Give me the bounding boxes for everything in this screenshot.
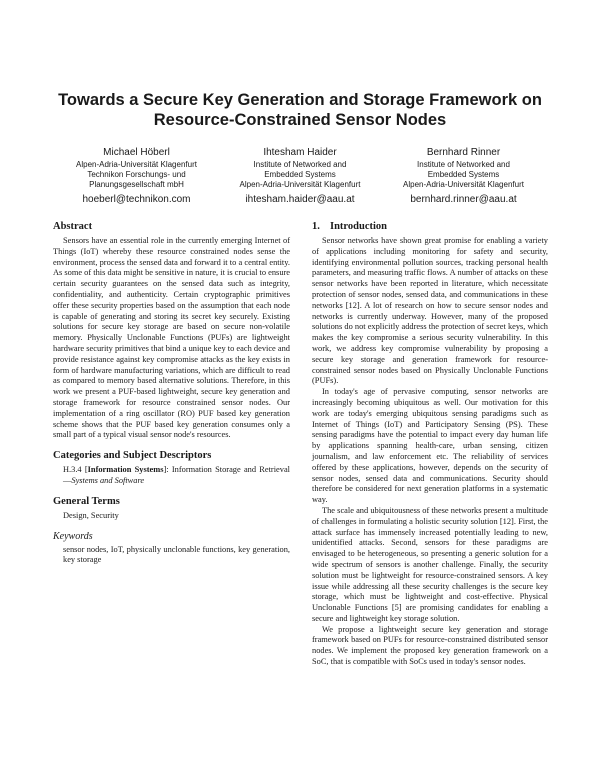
author-block <box>55 147 545 206</box>
author-email[interactable]: hoeberl@technikon.com <box>82 194 191 205</box>
section-title: Introduction <box>330 221 387 232</box>
keywords-heading: Keywords <box>53 530 93 542</box>
author-name: Ihtesham Haider <box>263 147 337 158</box>
section-number: 1. <box>312 221 320 232</box>
categories-heading: Categories and Subject Descriptors <box>53 450 212 462</box>
ccs-bold: Information Systems <box>87 465 164 475</box>
intro-paragraph-1: Sensor networks have shown great promise for enabling a variety of applications including monitoring for safety and security, identifying environmental pollution sources, tracking personal health parameters, and measuring traffic flows. A number of attacks on these sensor networks have been reported in literature, which necessitate protection of sensor nodes, sensed data, and communications in these networks [12]. A lot of research on how to secure sensor nodes and networks is currently underway. However, many of the proposed solutions do not explicitly address the protection of secret keys, which makes the key compromise a serious security vulnerability. In this work, we address key compromise vulnerability by proposing a secure key storage and generation framework for resource-constrained sensor nodes based on Physically Unclonable Functions (PUFs). <box>312 236 548 386</box>
author-3 <box>382 147 545 206</box>
author-affiliation-line: Institute of Networked and <box>253 160 347 169</box>
general-terms-text: Design, Security <box>63 510 119 520</box>
title-line-2: Resource-Constrained Sensor Nodes <box>153 111 447 129</box>
right-column <box>312 220 548 668</box>
ccs-mid: ]: Information Storage and Retrieval— <box>63 465 290 485</box>
author-affiliation-line: Alpen-Adria-Universität Klagenfurt <box>403 180 524 189</box>
abstract-text: Sensors have an essential role in the currently emerging Internet of Things (IoT) whereby these resource constrained nodes sense the environment, process the sensed data and forward it to a central entity. As some of this data might be sensitive in nature, it is crucial to ensure certain security guarantees on the sensed data such as integrity, confidentiality, and authenticity. Certain cryptographic primitives offer these security properties based on the assumption that each node is capable of generating and storing its secret key securely. Existing solutions for secure key storage are based on secure non-volatile memory. Physically Unclonable Functions (PUFs) are lightweight hardware security primitives that bind a unique key to each device and provide resistance against key compromise attacks as the key exists in form of hardware manufacturing variations, which are difficult to read as compared to memory based alternative solutions. Therefore, in this work we present a PUF-based lightweight, secure key generation and storage framework for resource constrained sensor nodes. Our implementation of a ring oscillator (RO) PUF based key generation scheme shows that the PUF based key generation consumes only a small part of a typical visual sensor node's resources. <box>53 236 291 440</box>
categories-text <box>63 465 290 487</box>
intro-paragraph-2: In today's age of pervasive computing, sensor networks are increasingly becoming ubiquitous as well. Our motivation for this work are today's emerging ubiquitous sensing paradigms such as Internet of Things (IoT) and Participatory Sensing (PS). These sensing paradigms have the potential to impact every day human life by applications spanning health-care, urban sensing, citizen journalism, and law enforcement etc. The reliability of services offered by these applications, however, depends on the security of sensor nodes, sensed data and communications. Security should therefore be considered for next generation platforms in a systematic way. <box>312 387 548 505</box>
intro-heading <box>312 220 548 233</box>
author-email[interactable]: ihtesham.haider@aau.at <box>245 194 355 205</box>
abstract-heading: Abstract <box>53 221 93 232</box>
author-2 <box>219 147 382 206</box>
intro-paragraph-3: The scale and ubiquitousness of these networks present a multitude of challenges in formulating a holistic security solution [12]. First, the attack surface has immensely increased potentially leading to new, unidentified attacks. Second, sensors for these paradigms are envisaged to be heterogeneous, so presenting a generic solution for a wide spectrum of sensors is another challenge. Finally, the security solution must be lightweight for resource-constrained sensors. A key issue while addressing all these security challenges is the secure key storage, which must be lightweight and cost-effective. Physical Unclonable Functions [5] are promising candidates for enabling a secure and lightweight key storage solution. <box>312 505 548 623</box>
author-email[interactable]: bernhard.rinner@aau.at <box>410 194 517 205</box>
author-affiliation-line: Alpen-Adria-Universität Klagenfurt <box>239 180 361 189</box>
title-line-1: Towards a Secure Key Generation and Storage Framework on <box>58 91 542 109</box>
author-affiliation-line: Technikon Forschungs- und <box>87 170 186 179</box>
author-name: Michael Höberl <box>103 147 170 158</box>
general-terms-heading: General Terms <box>53 495 120 507</box>
author-affiliation-line: Embedded Systems <box>427 170 500 179</box>
author-affiliation-line: Alpen-Adria-Universität Klagenfurt <box>76 160 197 169</box>
ccs-code: H.3.4 [ <box>63 465 88 475</box>
author-name: Bernhard Rinner <box>426 147 501 158</box>
ccs-italic: Systems and Software <box>71 475 145 485</box>
intro-paragraph-4: We propose a lightweight secure key generation and storage framework based on PUFs for resource-constrained distributed sensor nodes. We implement the proposed key generation framework on a SoC, that is compatible with SoCs used in today's sensor nodes. <box>312 624 548 667</box>
author-affiliation-line: Planungsgesellschaft mbH <box>89 180 184 189</box>
paper-title <box>40 90 560 130</box>
left-column <box>53 220 290 566</box>
author-1 <box>55 147 218 206</box>
author-affiliation-line: Institute of Networked and <box>417 160 510 169</box>
author-affiliation-line: Embedded Systems <box>264 170 336 179</box>
keywords-text: sensor nodes, IoT, physically unclonable functions, key generation, key storage <box>63 544 290 565</box>
